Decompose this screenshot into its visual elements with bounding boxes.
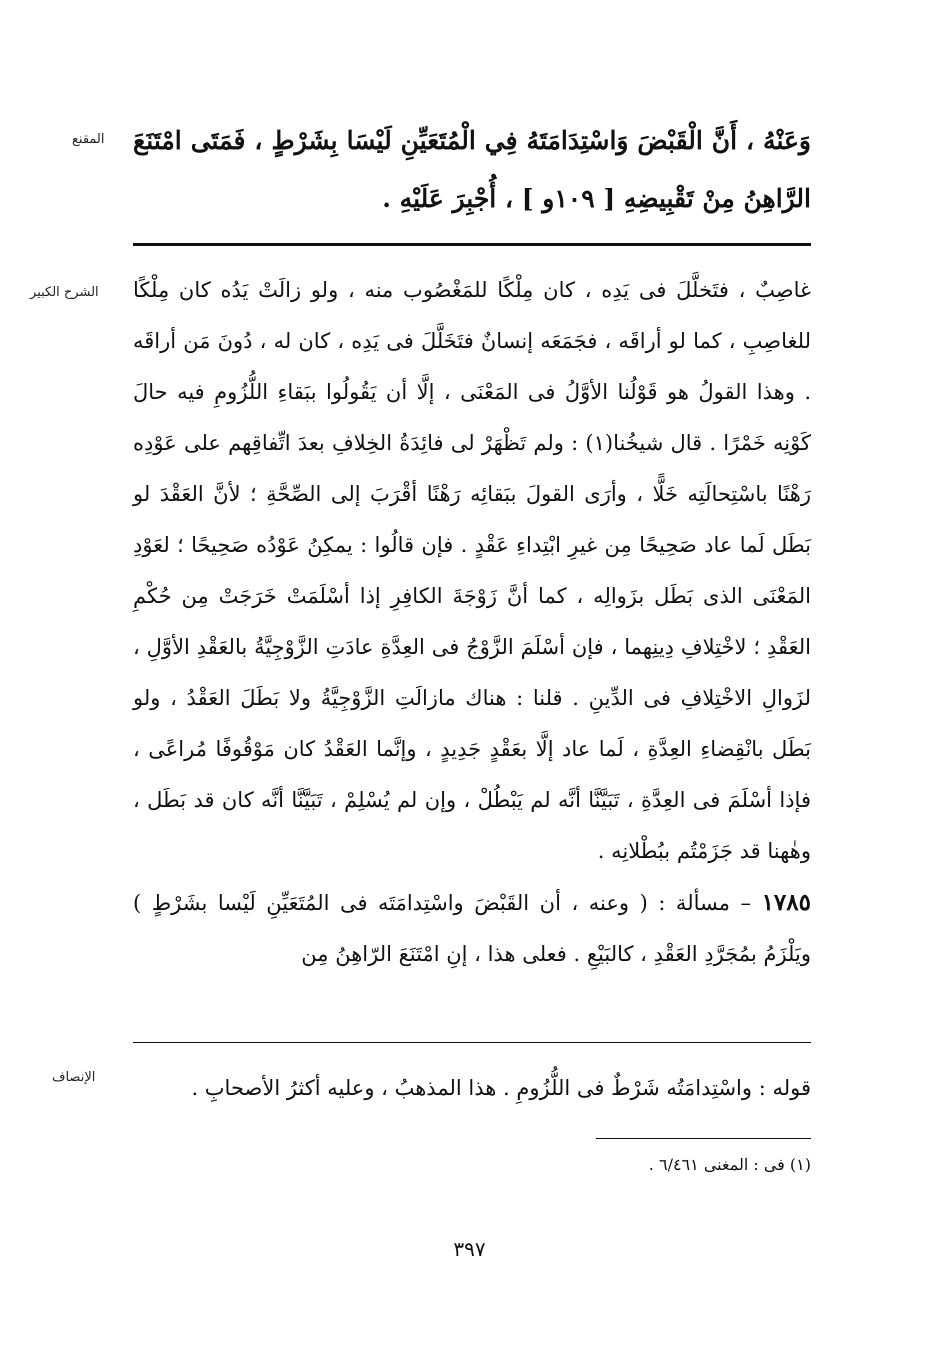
label-muqni: المقنع	[72, 132, 105, 147]
insaf-paragraph: قوله : واسْتِدامَتُه شَرْطٌ فى اللُّزُومِ . هذا المذهبُ ، وعليه أكثرُ الأصحابِ .	[191, 1076, 811, 1100]
sharh-paragraph-2-text: – مسألة : ( وعنه ، أن القَبْضَ واسْتِدامَتَه فى المُتَعَيِّنِ لَيْسا بشَرْطٍ ) ويَلْزَمُ بمُجَرَّدِ العَقْدِ ، كالبَيْعِ . فعلى هذا ، إنِ امْتَنَعَ الرّاهِنُ مِن	[133, 891, 811, 966]
footnote: (١) فى : المغنى ٦/٤٦١ .	[648, 1155, 811, 1174]
page-number: ٣٩٧	[453, 1237, 486, 1261]
muqni-paragraph: وَعَنْهُ ، أَنَّ الْقَبْضَ وَاسْتِدَامَتَهُ فِي الْمُتَعَيِّنِ لَيْسَا بِشَرْطٍ ، فَمَتَى امْتَنَعَ الرَّاهِنُ مِنْ تَقْبِيضِهِ [ ١٠٩و ] ، أُجْبِرَ عَلَيْهِ .	[133, 126, 811, 213]
label-sharh: الشرح الكبير	[30, 285, 99, 300]
insaf-text-block	[133, 1068, 811, 1108]
muqni-text-block	[133, 112, 811, 228]
label-insaf: الإنصاف	[52, 1070, 96, 1085]
sharh-paragraph-2	[133, 877, 811, 980]
footnote-divider	[596, 1138, 811, 1139]
issue-number: ١٧٨٥	[761, 889, 811, 916]
sharh-paragraph-1: غاصِبٌ ، فتَخلَّلَ فى يَدِه ، كان مِلْكًا للمَغْصُوب منه ، ولو زالَتْ يَدُه كان مِلْكًا للغاصِبِ ، كما لو أراقَه ، فجَمَعَه إنسانٌ فتَخَلَّلَ فى يَدِه ، كان له ، دُونَ مَن أراقَه . وهذا القولُ هو قَوْلُنا الأوَّلُ فى المَعْنَى ، إلَّا أن يَقُولُوا ببَقاءِ اللُّزُومِ فيه حالَ كَوْنِه خَمْرًا . قال شيخُنا(١) : ولم تَظْهَرْ لى فائِدَةُ الخِلافِ بعدَ اتِّفاقِهم على عَوْدِه رَهْنًا باسْتِحالَتِه خَلًّا ، وأرَى القولَ ببَقائِه رَهْنًا أقْرَبَ إلى الصِّحَّةِ ؛ لأنَّ العَقْدَ لو بَطَل لَما عاد صَحِيحًا مِن غيرِ ابْتِداءِ عَقْدٍ . فإن قالُوا : يمكِنُ عَوْدُه صَحِيحًا ؛ لعَوْدِ المَعْنَى الذى بَطَل بزَوالِه ، كما أنَّ زَوْجَةَ الكافِرِ إذا أسْلَمَتْ خَرَجَتْ مِن حُكْمِ العَقْدِ ؛ لاخْتِلافِ دِينِهما ، فإن أسْلَمَ الزَّوْجُ فى العِدَّةِ عادَتِ الزَّوْجِيَّةُ بالعَقْدِ الأوَّلِ ، لزَوالِ الاخْتِلافِ فى الدِّينِ . قلنا : هناك مازالَتِ الزَّوْجِيَّةُ ولا بَطَلَ العَقْدُ ، ولو بَطَل بانْقِضاءِ العِدَّةِ ، لَما عاد إلَّا بعَقْدٍ جَدِيدٍ ، وإنَّما العَقْدُ كان مَوْقُوفًا مُراعًى ، فإذا أسْلَمَ فى العِدَّةِ ، تَبَيَّنَّا أنَّه لم يَبْطُلْ ، وإن لم يُسْلِمْ ، تَبَيَّنَّا أنَّه كان قد بَطَل ، وهٰهنا قد جَزَمْتُم ببُطْلانِه .	[133, 278, 811, 863]
sharh-text-block	[133, 265, 811, 980]
section-divider-thin	[133, 1042, 811, 1043]
section-divider-thick	[133, 243, 811, 246]
